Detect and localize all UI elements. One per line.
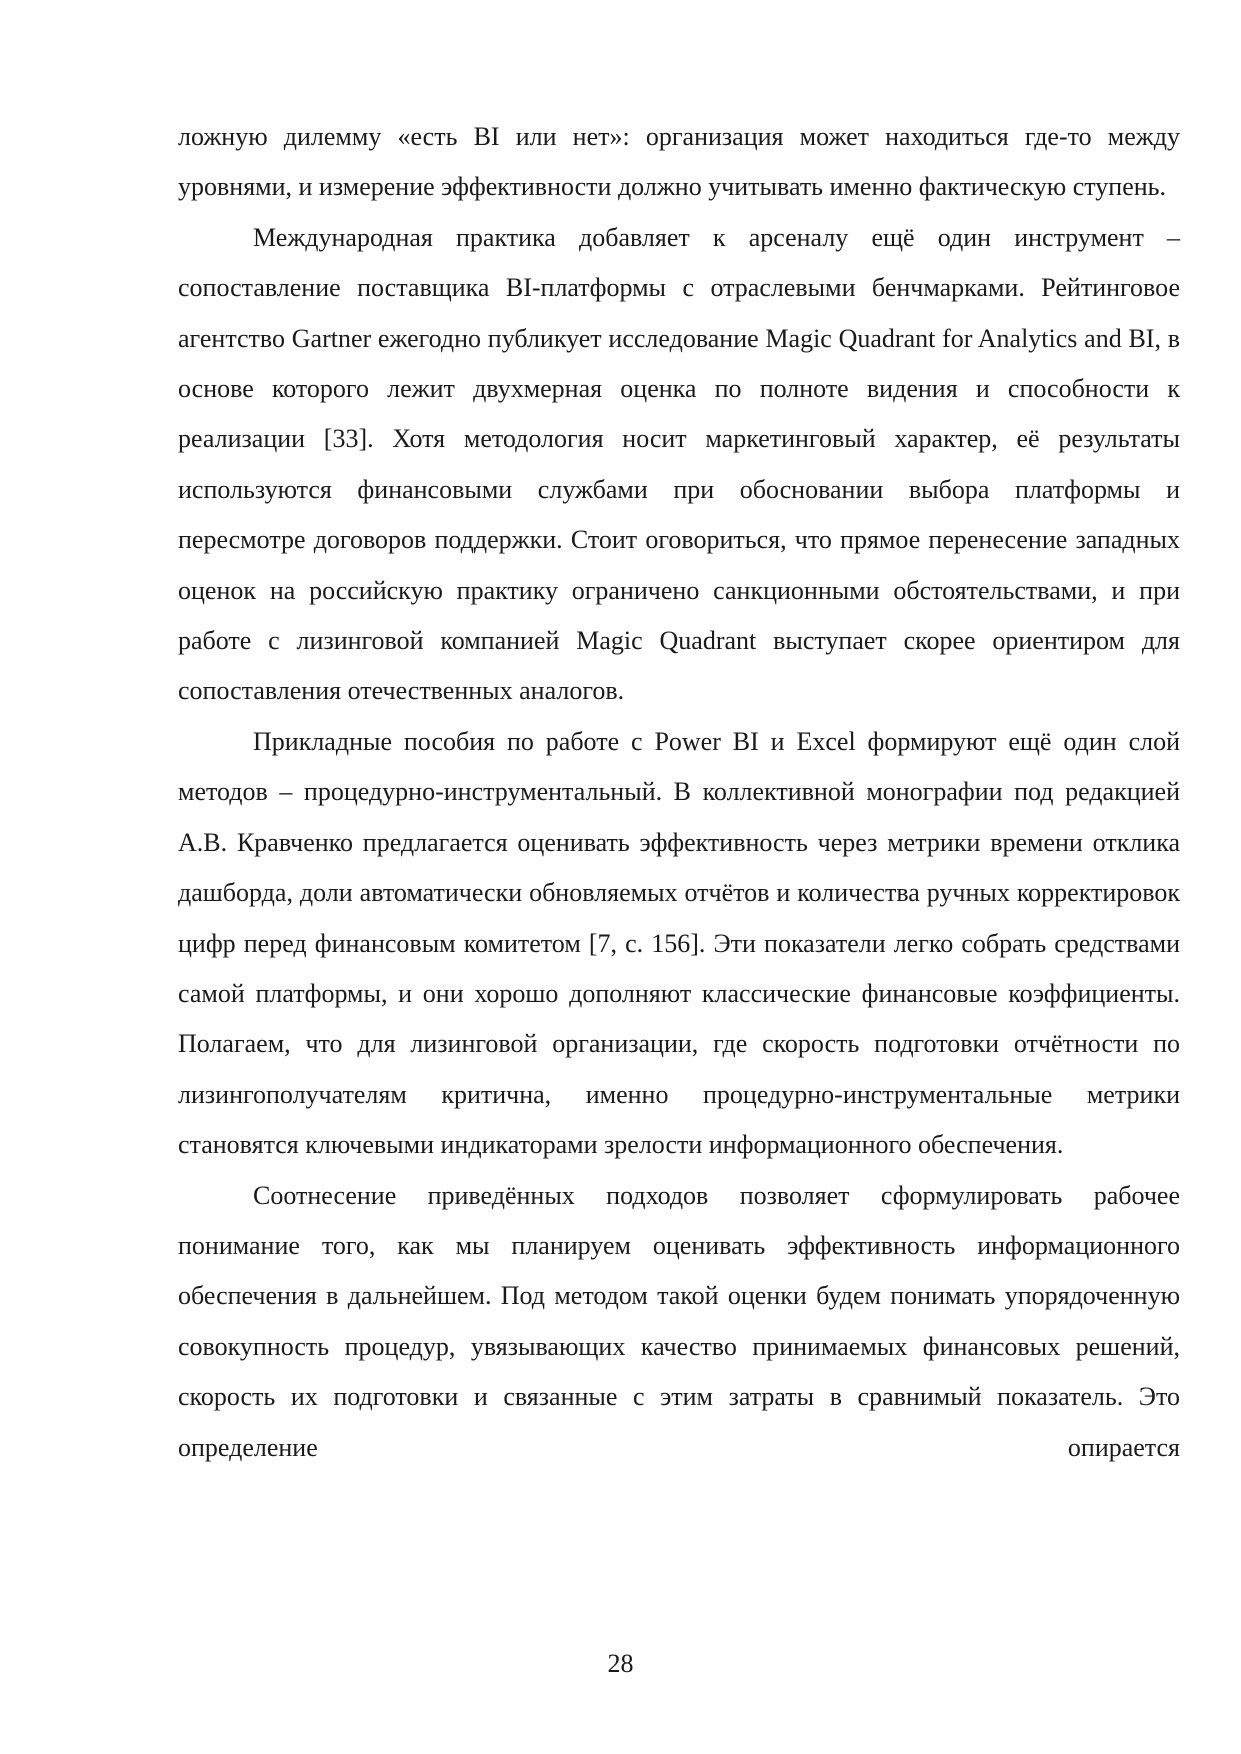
body-text [178, 112, 1180, 1473]
paragraph-applied-manuals: Прикладные пособия по работе с Power BI и Excel формируют ещё один слой методов – процедурно-инструментальный. В коллективной монографии под редакцией А.В. Кравченко предлагается оценивать эффективность через метрики времени отклика дашборда, доли автоматически обновляемых отчётов и количества ручных корректировок цифр перед финансовым комитетом [7, с. 156]. Эти показатели легко собрать средствами самой платформы, и они хорошо дополняют классические финансовые коэффициенты. Полагаем, что для лизинговой организации, где скорость подготовки отчётности по лизингополучателям критична, именно процедурно-инструментальные метрики становятся ключевыми индикаторами зрелости информационного обеспечения. [178, 726, 1180, 1160]
paragraph-approach-synthesis: Соотнесение приведённых подходов позволяет сформулировать рабочее понимание того, как мы планируем оценивать эффективность информационного обеспечения в дальнейшем. Под методом такой оценки будем понимать упорядоченную совокупность процедур, увязывающих качество принимаемых финансовых решений, скорость их подготовки и связанные с этим затраты в сравнимый показатель. Это определение опирается [178, 1180, 1180, 1462]
paragraph-continuation: ложную дилемму «есть BI или нет»: организация может находиться где-то между уровнями, и измерение эффективности должно учитывать именно фактическую ступень. [178, 122, 1180, 202]
page-number: 28 [607, 1649, 634, 1678]
paragraph-international-practice: Международная практика добавляет к арсеналу ещё один инструмент – сопоставление поставщика BI-платформы с отраслевыми бенчмарками. Рейтинговое агентство Gartner ежегодно публикует исследование Magic Quadrant for Analytics and BI, в основе которого лежит двухмерная оценка по полноте видения и способности к реализации [33]. Хотя методология носит маркетинговый характер, её результаты используются финансовыми службами при обосновании выбора платформы и пересмотре договоров поддержки. Стоит оговориться, что прямое перенесение западных оценок на российскую практику ограничено санкционными обстоятельствами, и при работе с лизинговой компанией Magic Quadrant выступает скорее ориентиром для сопоставления отечественных аналогов. [178, 222, 1180, 706]
